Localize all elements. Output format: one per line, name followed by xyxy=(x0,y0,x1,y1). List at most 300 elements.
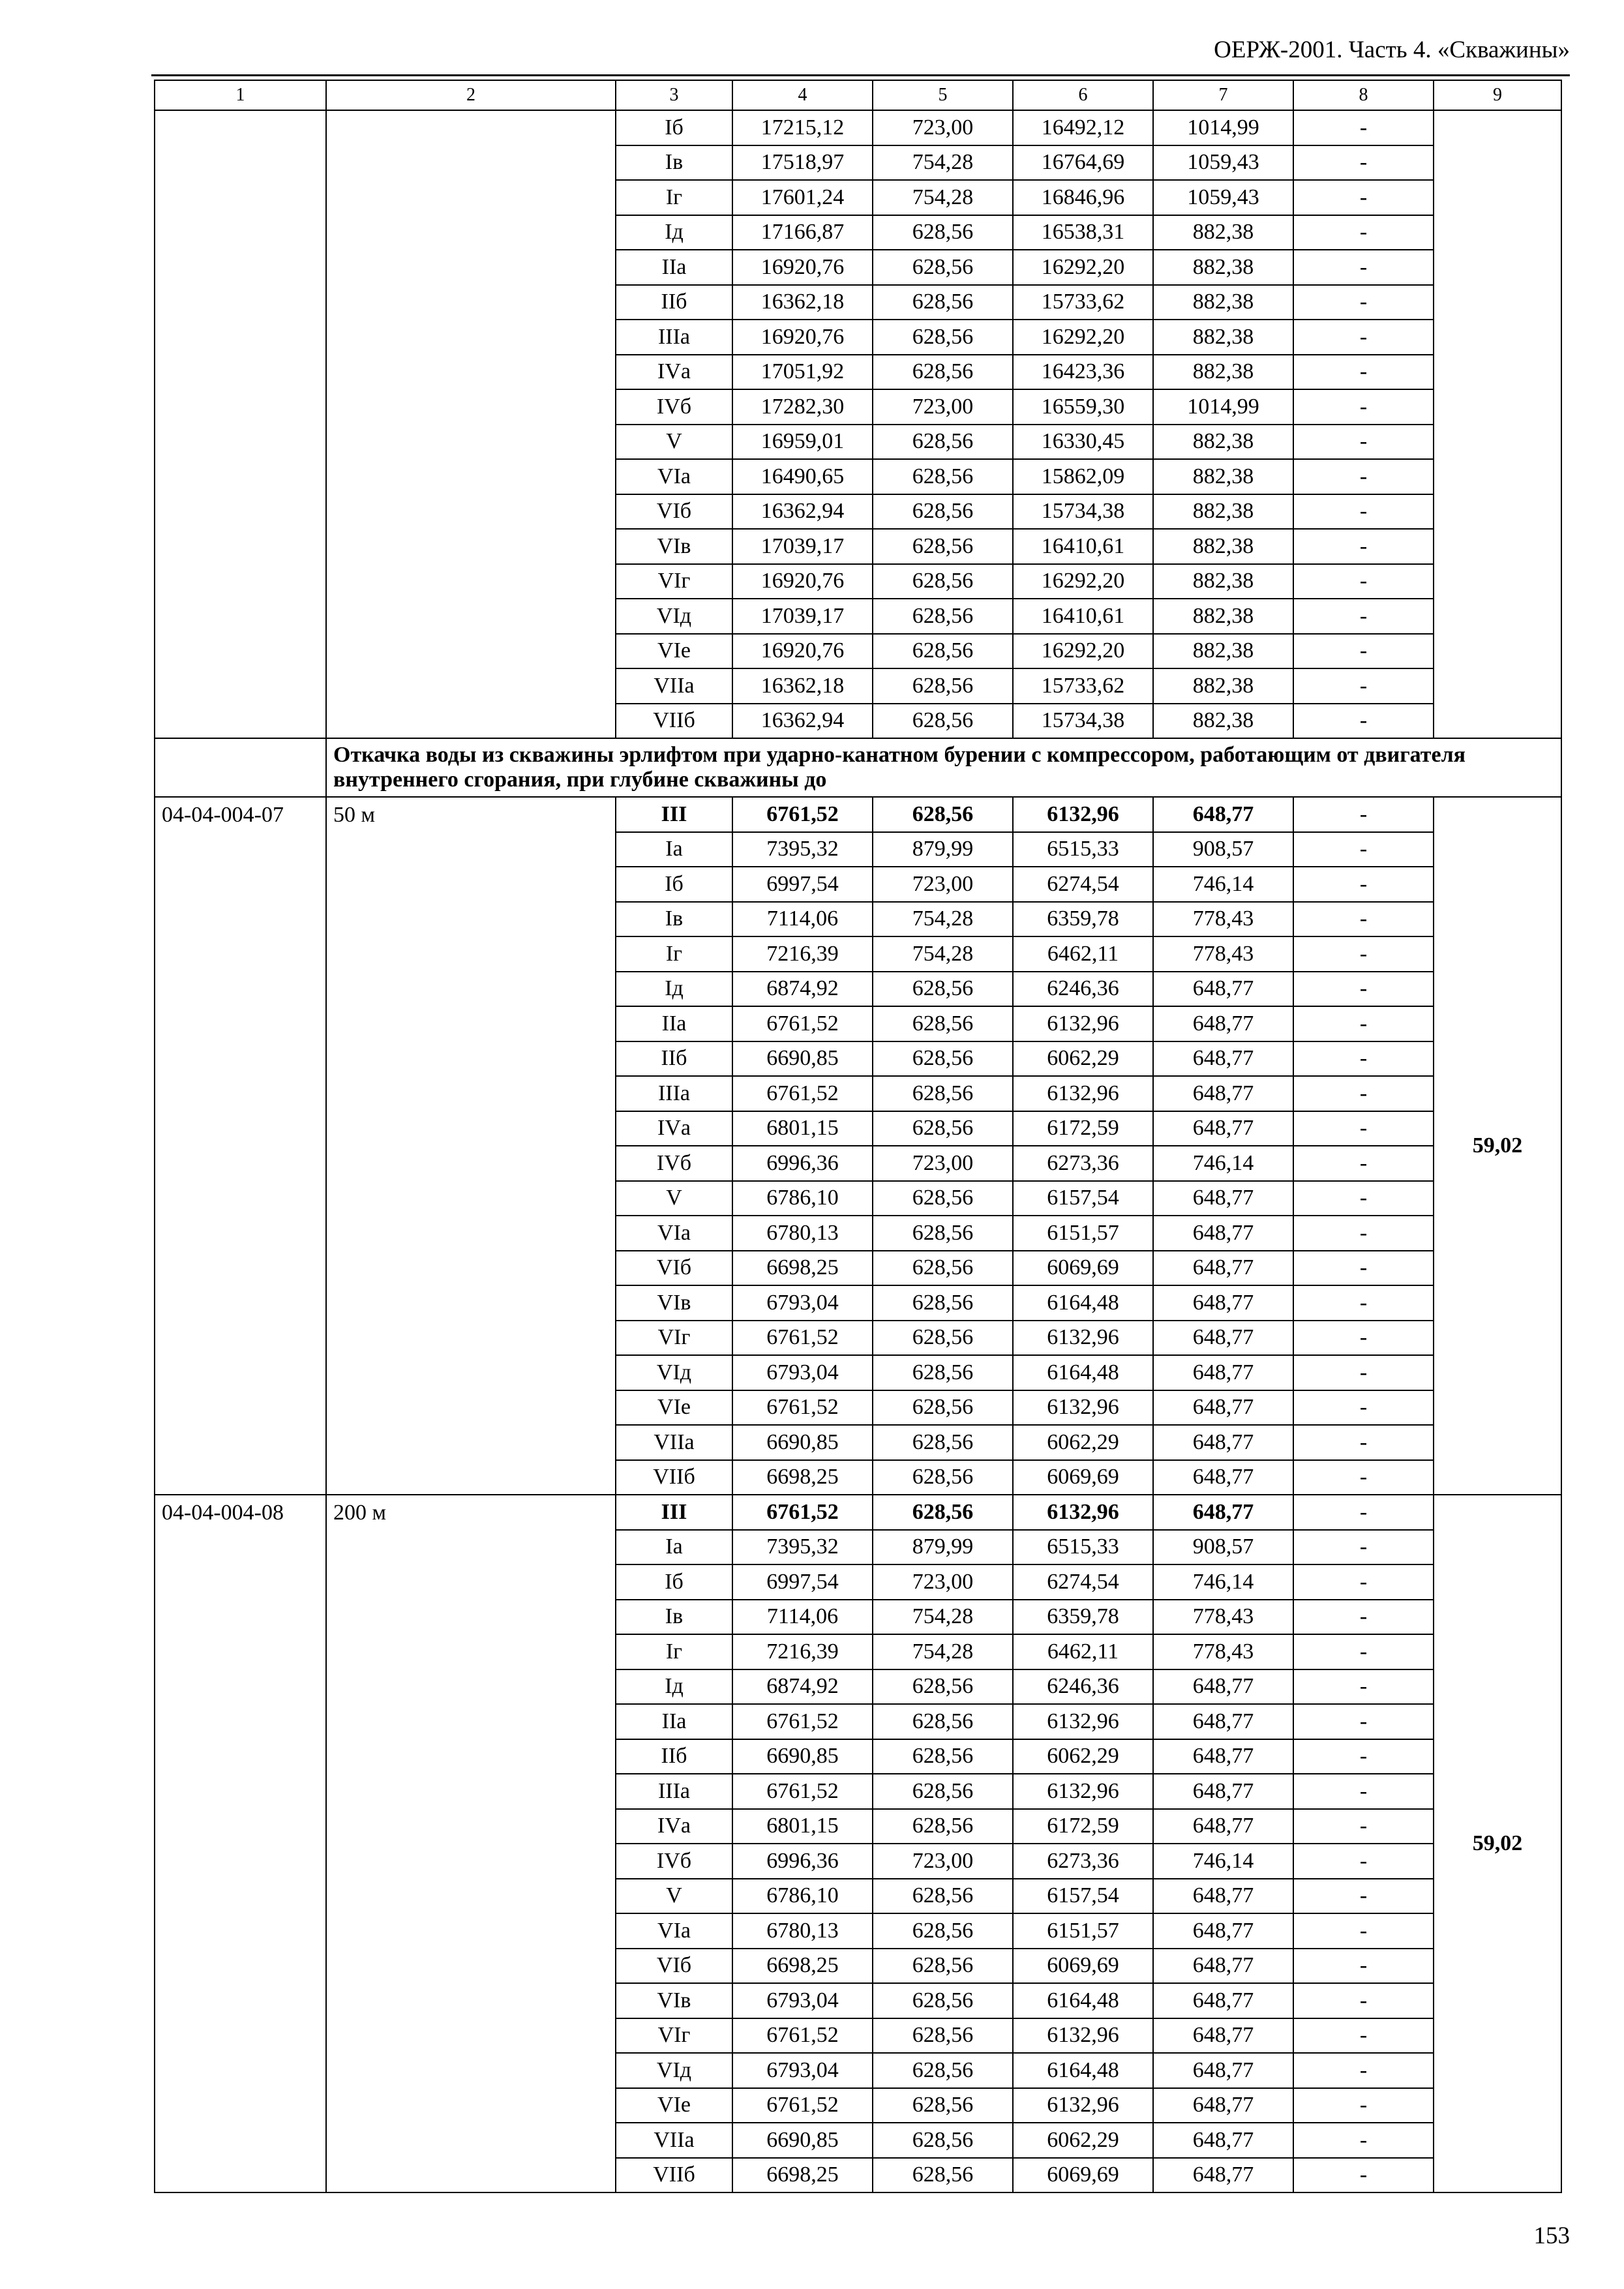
value-cell: 723,00 xyxy=(873,867,1013,902)
value-cell: - xyxy=(1293,1949,1434,1984)
value-cell: 882,38 xyxy=(1153,634,1293,669)
value-cell: 628,56 xyxy=(873,215,1013,250)
value-cell: 6274,54 xyxy=(1013,867,1153,902)
value-cell: 648,77 xyxy=(1153,1006,1293,1041)
region-cell: Iд xyxy=(616,1669,732,1705)
value-cell: 882,38 xyxy=(1153,285,1293,320)
value-cell: 628,56 xyxy=(873,529,1013,564)
value-cell: 746,14 xyxy=(1153,1146,1293,1181)
code-cell: 04-04-004-07 xyxy=(155,797,326,1495)
col9-cell xyxy=(1434,110,1561,738)
value-cell: - xyxy=(1293,1111,1434,1146)
value-cell: - xyxy=(1293,1809,1434,1844)
value-cell: 17051,92 xyxy=(732,355,873,390)
value-cell: 882,38 xyxy=(1153,564,1293,599)
value-cell: 628,56 xyxy=(873,355,1013,390)
value-cell: 17039,17 xyxy=(732,529,873,564)
value-cell: 6132,96 xyxy=(1013,1774,1153,1809)
value-cell: 778,43 xyxy=(1153,1634,1293,1669)
value-cell: 628,56 xyxy=(873,1425,1013,1460)
value-cell: 648,77 xyxy=(1153,1216,1293,1251)
value-cell: 648,77 xyxy=(1153,1460,1293,1495)
value-cell: 648,77 xyxy=(1153,972,1293,1007)
value-cell: 754,28 xyxy=(873,180,1013,215)
value-cell: 6132,96 xyxy=(1013,1495,1153,1530)
page-number: 153 xyxy=(1533,2222,1570,2249)
value-cell: 882,38 xyxy=(1153,668,1293,704)
region-cell: V xyxy=(616,1181,732,1216)
value-cell: 6273,36 xyxy=(1013,1844,1153,1879)
value-cell: 648,77 xyxy=(1153,1041,1293,1077)
value-cell: - xyxy=(1293,2088,1434,2123)
value-cell: 6273,36 xyxy=(1013,1146,1153,1181)
value-cell: 17166,87 xyxy=(732,215,873,250)
value-cell: 6246,36 xyxy=(1013,1669,1153,1705)
value-cell: 746,14 xyxy=(1153,867,1293,902)
value-cell: 6698,25 xyxy=(732,2158,873,2193)
region-cell: Iд xyxy=(616,972,732,1007)
region-cell: IIIа xyxy=(616,1774,732,1809)
region-cell: IIIа xyxy=(616,320,732,355)
value-cell: 628,56 xyxy=(873,1913,1013,1949)
region-cell: IIа xyxy=(616,1704,732,1739)
region-cell: Iа xyxy=(616,1530,732,1565)
region-cell: IIб xyxy=(616,1041,732,1077)
value-cell: 1059,43 xyxy=(1153,180,1293,215)
value-cell: - xyxy=(1293,110,1434,145)
value-cell: 17282,30 xyxy=(732,389,873,425)
value-cell: 882,38 xyxy=(1153,215,1293,250)
section-title: Откачка воды из скважины эрлифтом при ударно-канатном бурении с компрессором, работающим от двигателя внутреннего сгорания, при глубине скважины до xyxy=(326,738,1561,797)
rates-table xyxy=(154,80,1562,2193)
name-cell xyxy=(326,110,616,738)
value-cell: 6761,52 xyxy=(732,1390,873,1426)
value-cell: 628,56 xyxy=(873,1390,1013,1426)
value-cell: - xyxy=(1293,634,1434,669)
value-cell: - xyxy=(1293,867,1434,902)
value-cell: 628,56 xyxy=(873,2018,1013,2054)
value-cell: 16292,20 xyxy=(1013,250,1153,285)
value-cell: 17039,17 xyxy=(732,599,873,634)
region-cell: Iд xyxy=(616,215,732,250)
value-cell: - xyxy=(1293,1564,1434,1600)
value-cell: 6780,13 xyxy=(732,1216,873,1251)
value-cell: 6801,15 xyxy=(732,1809,873,1844)
value-cell: - xyxy=(1293,1495,1434,1530)
value-cell: 6698,25 xyxy=(732,1460,873,1495)
region-cell: IVа xyxy=(616,355,732,390)
value-cell: 628,56 xyxy=(873,1495,1013,1530)
value-cell: 16490,65 xyxy=(732,459,873,494)
value-cell: - xyxy=(1293,1530,1434,1565)
value-cell: 648,77 xyxy=(1153,1809,1293,1844)
value-cell: - xyxy=(1293,599,1434,634)
value-cell: 6761,52 xyxy=(732,1006,873,1041)
value-cell: 628,56 xyxy=(873,459,1013,494)
value-cell: 628,56 xyxy=(873,1181,1013,1216)
value-cell: 723,00 xyxy=(873,1564,1013,1600)
value-cell: 6761,52 xyxy=(732,1774,873,1809)
value-cell: 6874,92 xyxy=(732,1669,873,1705)
value-cell: - xyxy=(1293,1321,1434,1356)
region-cell: IIа xyxy=(616,250,732,285)
value-cell: 6132,96 xyxy=(1013,2018,1153,2054)
value-cell: 628,56 xyxy=(873,704,1013,739)
value-cell: - xyxy=(1293,797,1434,832)
value-cell: 6698,25 xyxy=(732,1251,873,1286)
column-number-row xyxy=(155,80,1561,110)
value-cell: - xyxy=(1293,1041,1434,1077)
value-cell: 16423,36 xyxy=(1013,355,1153,390)
value-cell: 648,77 xyxy=(1153,1739,1293,1774)
value-cell: 6164,48 xyxy=(1013,1355,1153,1390)
value-cell: 1014,99 xyxy=(1153,389,1293,425)
value-cell: 628,56 xyxy=(873,2053,1013,2088)
value-cell: 16920,76 xyxy=(732,564,873,599)
value-cell: 6793,04 xyxy=(732,1355,873,1390)
value-cell: 1014,99 xyxy=(1153,110,1293,145)
region-cell: VIа xyxy=(616,1216,732,1251)
value-cell: 6164,48 xyxy=(1013,1983,1153,2018)
region-cell: Iг xyxy=(616,936,732,972)
value-cell: 723,00 xyxy=(873,1146,1013,1181)
value-cell: 6172,59 xyxy=(1013,1809,1153,1844)
value-cell: 15734,38 xyxy=(1013,704,1153,739)
value-cell: 882,38 xyxy=(1153,355,1293,390)
value-cell: 16330,45 xyxy=(1013,425,1153,460)
value-cell: 628,56 xyxy=(873,250,1013,285)
column-number-cell: 6 xyxy=(1013,80,1153,110)
value-cell: 16292,20 xyxy=(1013,634,1153,669)
table-row xyxy=(155,1495,1561,1530)
region-cell: VIв xyxy=(616,529,732,564)
value-cell: 723,00 xyxy=(873,1844,1013,1879)
value-cell: - xyxy=(1293,180,1434,215)
value-cell: - xyxy=(1293,1460,1434,1495)
value-cell: - xyxy=(1293,285,1434,320)
value-cell: - xyxy=(1293,529,1434,564)
region-cell: Iг xyxy=(616,1634,732,1669)
value-cell: 6996,36 xyxy=(732,1146,873,1181)
value-cell: 628,56 xyxy=(873,599,1013,634)
value-cell: 6997,54 xyxy=(732,1564,873,1600)
value-cell: - xyxy=(1293,1355,1434,1390)
region-cell: IVб xyxy=(616,1146,732,1181)
value-cell: 648,77 xyxy=(1153,2123,1293,2158)
value-cell: 628,56 xyxy=(873,2088,1013,2123)
value-cell: 6359,78 xyxy=(1013,902,1153,937)
value-cell: 746,14 xyxy=(1153,1564,1293,1600)
region-cell: Iв xyxy=(616,145,732,181)
value-cell: 882,38 xyxy=(1153,599,1293,634)
value-cell: - xyxy=(1293,1216,1434,1251)
value-cell: 648,77 xyxy=(1153,1111,1293,1146)
value-cell: 17601,24 xyxy=(732,180,873,215)
name-cell: 50 м xyxy=(326,797,616,1495)
value-cell: 628,56 xyxy=(873,564,1013,599)
table-row xyxy=(155,110,1561,145)
value-cell: - xyxy=(1293,425,1434,460)
value-cell: 6132,96 xyxy=(1013,797,1153,832)
value-cell: 6780,13 xyxy=(732,1913,873,1949)
column-number-cell: 3 xyxy=(616,80,732,110)
value-cell: - xyxy=(1293,1739,1434,1774)
value-cell: 16920,76 xyxy=(732,250,873,285)
value-cell: 6274,54 xyxy=(1013,1564,1153,1600)
value-cell: - xyxy=(1293,1076,1434,1111)
value-cell: 6151,57 xyxy=(1013,1913,1153,1949)
value-cell: 6515,33 xyxy=(1013,1530,1153,1565)
value-cell: 16920,76 xyxy=(732,634,873,669)
value-cell: 628,56 xyxy=(873,2123,1013,2158)
region-cell: III xyxy=(616,797,732,832)
value-cell: 6761,52 xyxy=(732,2018,873,2054)
region-cell: VIг xyxy=(616,1321,732,1356)
value-cell: 723,00 xyxy=(873,389,1013,425)
value-cell: - xyxy=(1293,2123,1434,2158)
value-cell: 648,77 xyxy=(1153,2158,1293,2193)
value-cell: 648,77 xyxy=(1153,2088,1293,2123)
header-divider xyxy=(151,74,1570,76)
value-cell: 6062,29 xyxy=(1013,1425,1153,1460)
value-cell: 628,56 xyxy=(873,797,1013,832)
value-cell: 628,56 xyxy=(873,494,1013,530)
region-cell: Iг xyxy=(616,180,732,215)
value-cell: - xyxy=(1293,250,1434,285)
value-cell: 628,56 xyxy=(873,972,1013,1007)
value-cell: 7395,32 xyxy=(732,832,873,867)
value-cell: 778,43 xyxy=(1153,902,1293,937)
value-cell: - xyxy=(1293,389,1434,425)
table-row xyxy=(155,797,1561,832)
value-cell: 16959,01 xyxy=(732,425,873,460)
region-cell: VIд xyxy=(616,2053,732,2088)
value-cell: 16920,76 xyxy=(732,320,873,355)
region-cell: VIд xyxy=(616,1355,732,1390)
region-cell: VIг xyxy=(616,564,732,599)
value-cell: 628,56 xyxy=(873,1216,1013,1251)
region-cell: VIIа xyxy=(616,1425,732,1460)
column-number-cell: 2 xyxy=(326,80,616,110)
value-cell: - xyxy=(1293,1844,1434,1879)
name-cell: 200 м xyxy=(326,1495,616,2192)
value-cell: 6761,52 xyxy=(732,1321,873,1356)
value-cell: 6132,96 xyxy=(1013,2088,1153,2123)
value-cell: 6698,25 xyxy=(732,1949,873,1984)
region-cell: VIIб xyxy=(616,2158,732,2193)
value-cell: 6690,85 xyxy=(732,1739,873,1774)
section-title-row xyxy=(155,738,1561,797)
value-cell: 754,28 xyxy=(873,145,1013,181)
value-cell: 6874,92 xyxy=(732,972,873,1007)
value-cell: 6786,10 xyxy=(732,1181,873,1216)
column-number-cell: 1 xyxy=(155,80,326,110)
value-cell: - xyxy=(1293,832,1434,867)
value-cell: 628,56 xyxy=(873,1355,1013,1390)
region-cell: III xyxy=(616,1495,732,1530)
value-cell: 648,77 xyxy=(1153,1774,1293,1809)
region-cell: IVб xyxy=(616,1844,732,1879)
value-cell: 6690,85 xyxy=(732,2123,873,2158)
region-cell: Iб xyxy=(616,110,732,145)
value-cell: - xyxy=(1293,1913,1434,1949)
value-cell: - xyxy=(1293,972,1434,1007)
value-cell: - xyxy=(1293,494,1434,530)
region-cell: VIе xyxy=(616,634,732,669)
value-cell: 628,56 xyxy=(873,668,1013,704)
region-cell: IVа xyxy=(616,1809,732,1844)
value-cell: - xyxy=(1293,564,1434,599)
region-cell: Iа xyxy=(616,832,732,867)
value-cell: 6786,10 xyxy=(732,1879,873,1914)
code-cell: 04-04-004-08 xyxy=(155,1495,326,2192)
value-cell: 6062,29 xyxy=(1013,1739,1153,1774)
value-cell: 628,56 xyxy=(873,1111,1013,1146)
value-cell: 6690,85 xyxy=(732,1425,873,1460)
value-cell: 628,56 xyxy=(873,1879,1013,1914)
value-cell: - xyxy=(1293,1285,1434,1321)
region-cell: Iб xyxy=(616,867,732,902)
value-cell: 16492,12 xyxy=(1013,110,1153,145)
value-cell: 628,56 xyxy=(873,1774,1013,1809)
value-cell: 16362,94 xyxy=(732,704,873,739)
value-cell: 15734,38 xyxy=(1013,494,1153,530)
value-cell: 6157,54 xyxy=(1013,1181,1153,1216)
value-cell: 882,38 xyxy=(1153,320,1293,355)
value-cell: 778,43 xyxy=(1153,936,1293,972)
value-cell: 879,99 xyxy=(873,1530,1013,1565)
code-cell xyxy=(155,110,326,738)
col9-cell: 59,02 xyxy=(1434,1495,1561,2192)
value-cell: 15733,62 xyxy=(1013,668,1153,704)
value-cell: 628,56 xyxy=(873,1704,1013,1739)
value-cell: - xyxy=(1293,1879,1434,1914)
value-cell: 648,77 xyxy=(1153,1495,1293,1530)
value-cell: 754,28 xyxy=(873,936,1013,972)
region-cell: IVб xyxy=(616,389,732,425)
value-cell: 6801,15 xyxy=(732,1111,873,1146)
value-cell: - xyxy=(1293,215,1434,250)
value-cell: 648,77 xyxy=(1153,1669,1293,1705)
value-cell: 648,77 xyxy=(1153,1983,1293,2018)
value-cell: 7216,39 xyxy=(732,936,873,972)
value-cell: 7114,06 xyxy=(732,902,873,937)
value-cell: - xyxy=(1293,459,1434,494)
value-cell: 628,56 xyxy=(873,1006,1013,1041)
value-cell: 746,14 xyxy=(1153,1844,1293,1879)
value-cell: 6069,69 xyxy=(1013,1460,1153,1495)
value-cell: 628,56 xyxy=(873,320,1013,355)
value-cell: 628,56 xyxy=(873,1321,1013,1356)
value-cell: 16362,94 xyxy=(732,494,873,530)
value-cell: - xyxy=(1293,2053,1434,2088)
value-cell: 7216,39 xyxy=(732,1634,873,1669)
column-number-cell: 8 xyxy=(1293,80,1434,110)
region-cell: V xyxy=(616,1879,732,1914)
value-cell: 6515,33 xyxy=(1013,832,1153,867)
region-cell: VIIа xyxy=(616,2123,732,2158)
value-cell: 628,56 xyxy=(873,1809,1013,1844)
value-cell: - xyxy=(1293,1181,1434,1216)
value-cell: 16362,18 xyxy=(732,668,873,704)
value-cell: 882,38 xyxy=(1153,425,1293,460)
value-cell: - xyxy=(1293,1251,1434,1286)
value-cell: 648,77 xyxy=(1153,2018,1293,2054)
value-cell: - xyxy=(1293,1983,1434,2018)
value-cell: 16362,18 xyxy=(732,285,873,320)
value-cell: 6997,54 xyxy=(732,867,873,902)
value-cell: 16410,61 xyxy=(1013,529,1153,564)
region-cell: VIе xyxy=(616,1390,732,1426)
value-cell: - xyxy=(1293,1600,1434,1635)
value-cell: 6157,54 xyxy=(1013,1879,1153,1914)
value-cell: 16559,30 xyxy=(1013,389,1153,425)
value-cell: 16292,20 xyxy=(1013,320,1153,355)
value-cell: 7114,06 xyxy=(732,1600,873,1635)
value-cell: 6132,96 xyxy=(1013,1390,1153,1426)
value-cell: 6069,69 xyxy=(1013,1949,1153,1984)
value-cell: - xyxy=(1293,704,1434,739)
value-cell: 648,77 xyxy=(1153,1704,1293,1739)
value-cell: 882,38 xyxy=(1153,529,1293,564)
value-cell: 628,56 xyxy=(873,1041,1013,1077)
value-cell: 908,57 xyxy=(1153,1530,1293,1565)
value-cell: 628,56 xyxy=(873,1076,1013,1111)
region-cell: VIе xyxy=(616,2088,732,2123)
value-cell: - xyxy=(1293,1425,1434,1460)
region-cell: Iб xyxy=(616,1564,732,1600)
value-cell: 628,56 xyxy=(873,1669,1013,1705)
region-cell: IIб xyxy=(616,285,732,320)
region-cell: VIб xyxy=(616,1251,732,1286)
value-cell: 882,38 xyxy=(1153,459,1293,494)
value-cell: 16410,61 xyxy=(1013,599,1153,634)
value-cell: 723,00 xyxy=(873,110,1013,145)
value-cell: - xyxy=(1293,936,1434,972)
value-cell: 648,77 xyxy=(1153,1321,1293,1356)
value-cell: 648,77 xyxy=(1153,797,1293,832)
value-cell: 628,56 xyxy=(873,634,1013,669)
value-cell: 6132,96 xyxy=(1013,1076,1153,1111)
value-cell: - xyxy=(1293,1669,1434,1705)
region-cell: VIа xyxy=(616,1913,732,1949)
value-cell: - xyxy=(1293,2158,1434,2193)
value-cell: 628,56 xyxy=(873,285,1013,320)
value-cell: 6793,04 xyxy=(732,2053,873,2088)
value-cell: - xyxy=(1293,1146,1434,1181)
region-cell: Iв xyxy=(616,1600,732,1635)
value-cell: 754,28 xyxy=(873,1600,1013,1635)
value-cell: 6132,96 xyxy=(1013,1321,1153,1356)
value-cell: - xyxy=(1293,1704,1434,1739)
region-cell: VIв xyxy=(616,1983,732,2018)
value-cell: - xyxy=(1293,145,1434,181)
value-cell: 648,77 xyxy=(1153,1425,1293,1460)
value-cell: 648,77 xyxy=(1153,1913,1293,1949)
value-cell: 6761,52 xyxy=(732,1076,873,1111)
region-cell: VIIб xyxy=(616,704,732,739)
value-cell: 6462,11 xyxy=(1013,936,1153,972)
value-cell: 6172,59 xyxy=(1013,1111,1153,1146)
value-cell: - xyxy=(1293,1390,1434,1426)
value-cell: 6462,11 xyxy=(1013,1634,1153,1669)
value-cell: 628,56 xyxy=(873,1460,1013,1495)
region-cell: VIв xyxy=(616,1285,732,1321)
value-cell: 628,56 xyxy=(873,425,1013,460)
value-cell: 6359,78 xyxy=(1013,1600,1153,1635)
value-cell: 628,56 xyxy=(873,1251,1013,1286)
value-cell: 6761,52 xyxy=(732,1704,873,1739)
